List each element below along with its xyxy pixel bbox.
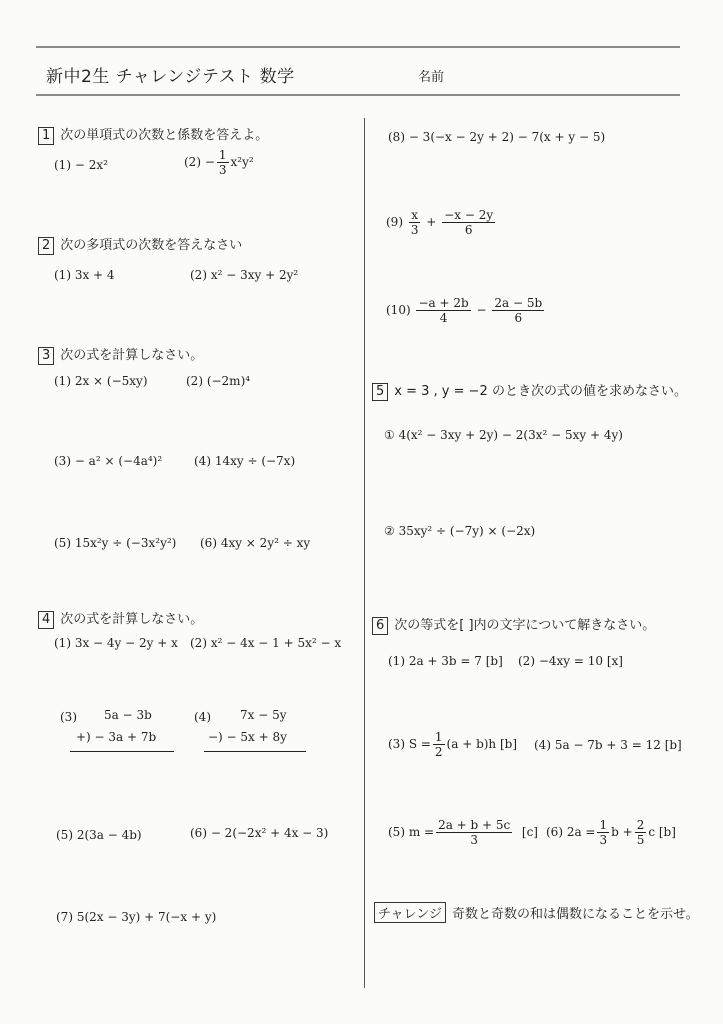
q4-item-3-underline	[70, 751, 174, 752]
q1-item-2: (2) − $\frac{1}{3}$ x²y²	[184, 148, 254, 177]
q1-fraction: $\frac{1}{3}$	[218, 148, 227, 177]
question-5-text: x = 3 , y = −2 のとき次の式の値を求めなさい。	[394, 384, 687, 399]
q4-item-1: (1) 3x − 4y − 2y + x	[54, 636, 178, 650]
q6-item-6-fraction-1: $\frac{1}{3}$	[599, 818, 608, 847]
challenge-heading	[374, 902, 699, 923]
challenge-text: 奇数と奇数の和は偶数になることを示せ。	[451, 907, 699, 922]
header-bottom-rule	[36, 94, 680, 96]
q6-item-3-fraction: $\frac{1}{2}$	[434, 730, 443, 759]
q6-item-3: (3) S = $\frac{1}{2}$ (a + b)h [b]	[388, 730, 518, 759]
question-2-text: 次の多項式の次数を答えなさい	[60, 238, 243, 253]
page-title: 新中2生 チャレンジテスト 数学	[46, 67, 295, 87]
q3-item-5: (5) 15x²y ÷ (−3x²y²)	[54, 536, 177, 550]
q4-item-6: (6) − 2(−2x² + 4x − 3)	[190, 826, 329, 840]
question-3-number: 3	[38, 347, 54, 365]
q5-item-2: ② 35xy² ÷ (−7y) × (−2x)	[384, 524, 536, 538]
q2-item-1: (1) 3x + 4	[54, 268, 115, 282]
q3-item-3: (3) − a² × (−4a⁴)²	[54, 454, 163, 468]
q1-item-1: (1) − 2x²	[54, 158, 108, 172]
question-4-heading	[38, 608, 203, 629]
question-2-heading	[38, 234, 242, 255]
q3-item-4: (4) 14xy ÷ (−7x)	[194, 454, 296, 468]
q6-item-6: (6) 2a = $\frac{1}{3}$ b + $\frac{2}{5}$ c [b]	[546, 818, 676, 847]
q3-item-9: (9) $\frac{x}{3}$ + $\frac{-x - 2y}{6}$	[386, 208, 494, 237]
q6-item-5: (5) m = $\frac{2a + b + 5c}{3}$ [c]	[388, 818, 538, 847]
q3-item-2: (2) (−2m)⁴	[186, 374, 251, 388]
q6-item-6-fraction-2: $\frac{2}{5}$	[636, 818, 645, 847]
q6-item-5-fraction: $\frac{2a + b + 5c}{3}$	[438, 818, 511, 847]
q4-item-3-top: 5a − 3b	[104, 708, 152, 722]
q4-item-4-bottom: −) − 5x + 8y	[208, 730, 287, 744]
question-6-heading	[372, 614, 655, 635]
q4-item-7: (7) 5(2x − 3y) + 7(−x + y)	[56, 910, 217, 924]
q3-item-8: (8) − 3(−x − 2y + 2) − 7(x + y − 5)	[388, 130, 606, 144]
q4-item-4-label: (4)	[194, 710, 211, 724]
q3-item-6: (6) 4xy × 2y² ÷ xy	[200, 536, 311, 550]
q3-item-10: (10) $\frac{-a + 2b}{4}$ − $\frac{2a - 5b}{6}$	[386, 296, 543, 325]
question-6-number: 6	[372, 617, 388, 635]
question-5-heading	[372, 380, 687, 401]
q3-item-10-fraction-2: $\frac{2a - 5b}{6}$	[494, 296, 543, 325]
question-2-number: 2	[38, 237, 54, 255]
challenge-label: チャレンジ	[374, 902, 446, 923]
question-6-text: 次の等式を[ ]内の文字について解きなさい。	[394, 618, 656, 633]
question-3-heading	[38, 344, 203, 365]
q4-item-4-underline	[204, 751, 306, 752]
q3-item-1: (1) 2x × (−5xy)	[54, 374, 148, 388]
q3-item-9-fraction-2: $\frac{-x - 2y}{6}$	[444, 208, 494, 237]
question-1-text: 次の単項式の次数と係数を答えよ。	[60, 128, 269, 143]
q4-item-4-top: 7x − 5y	[240, 708, 287, 722]
question-1-number: 1	[38, 127, 54, 145]
q5-item-1: ① 4(x² − 3xy + 2y) − 2(3x² − 5xy + 4y)	[384, 428, 623, 442]
q4-item-3-label: (3)	[60, 710, 77, 724]
q4-item-3-bottom: +) − 3a + 7b	[76, 730, 157, 744]
question-4-text: 次の式を計算しなさい。	[60, 612, 204, 627]
q3-item-9-fraction-1: $\frac{x}{3}$	[410, 208, 419, 237]
question-3-text: 次の式を計算しなさい。	[60, 348, 204, 363]
q3-item-10-fraction-1: $\frac{-a + 2b}{4}$	[418, 296, 469, 325]
q4-item-2: (2) x² − 4x − 1 + 5x² − x	[190, 636, 342, 650]
q6-item-4: (4) 5a − 7b + 3 = 12 [b]	[534, 738, 682, 752]
question-1-heading	[38, 124, 268, 145]
question-4-number: 4	[38, 611, 54, 629]
header-top-rule	[36, 46, 680, 48]
q6-item-2: (2) −4xy = 10 [x]	[518, 654, 623, 668]
q6-item-1: (1) 2a + 3b = 7 [b]	[388, 654, 503, 668]
q4-item-5: (5) 2(3a − 4b)	[56, 828, 142, 842]
q2-item-2: (2) x² − 3xy + 2y²	[190, 268, 299, 282]
column-divider	[364, 118, 365, 988]
question-5-number: 5	[372, 383, 388, 401]
name-label: 名前	[418, 70, 445, 85]
